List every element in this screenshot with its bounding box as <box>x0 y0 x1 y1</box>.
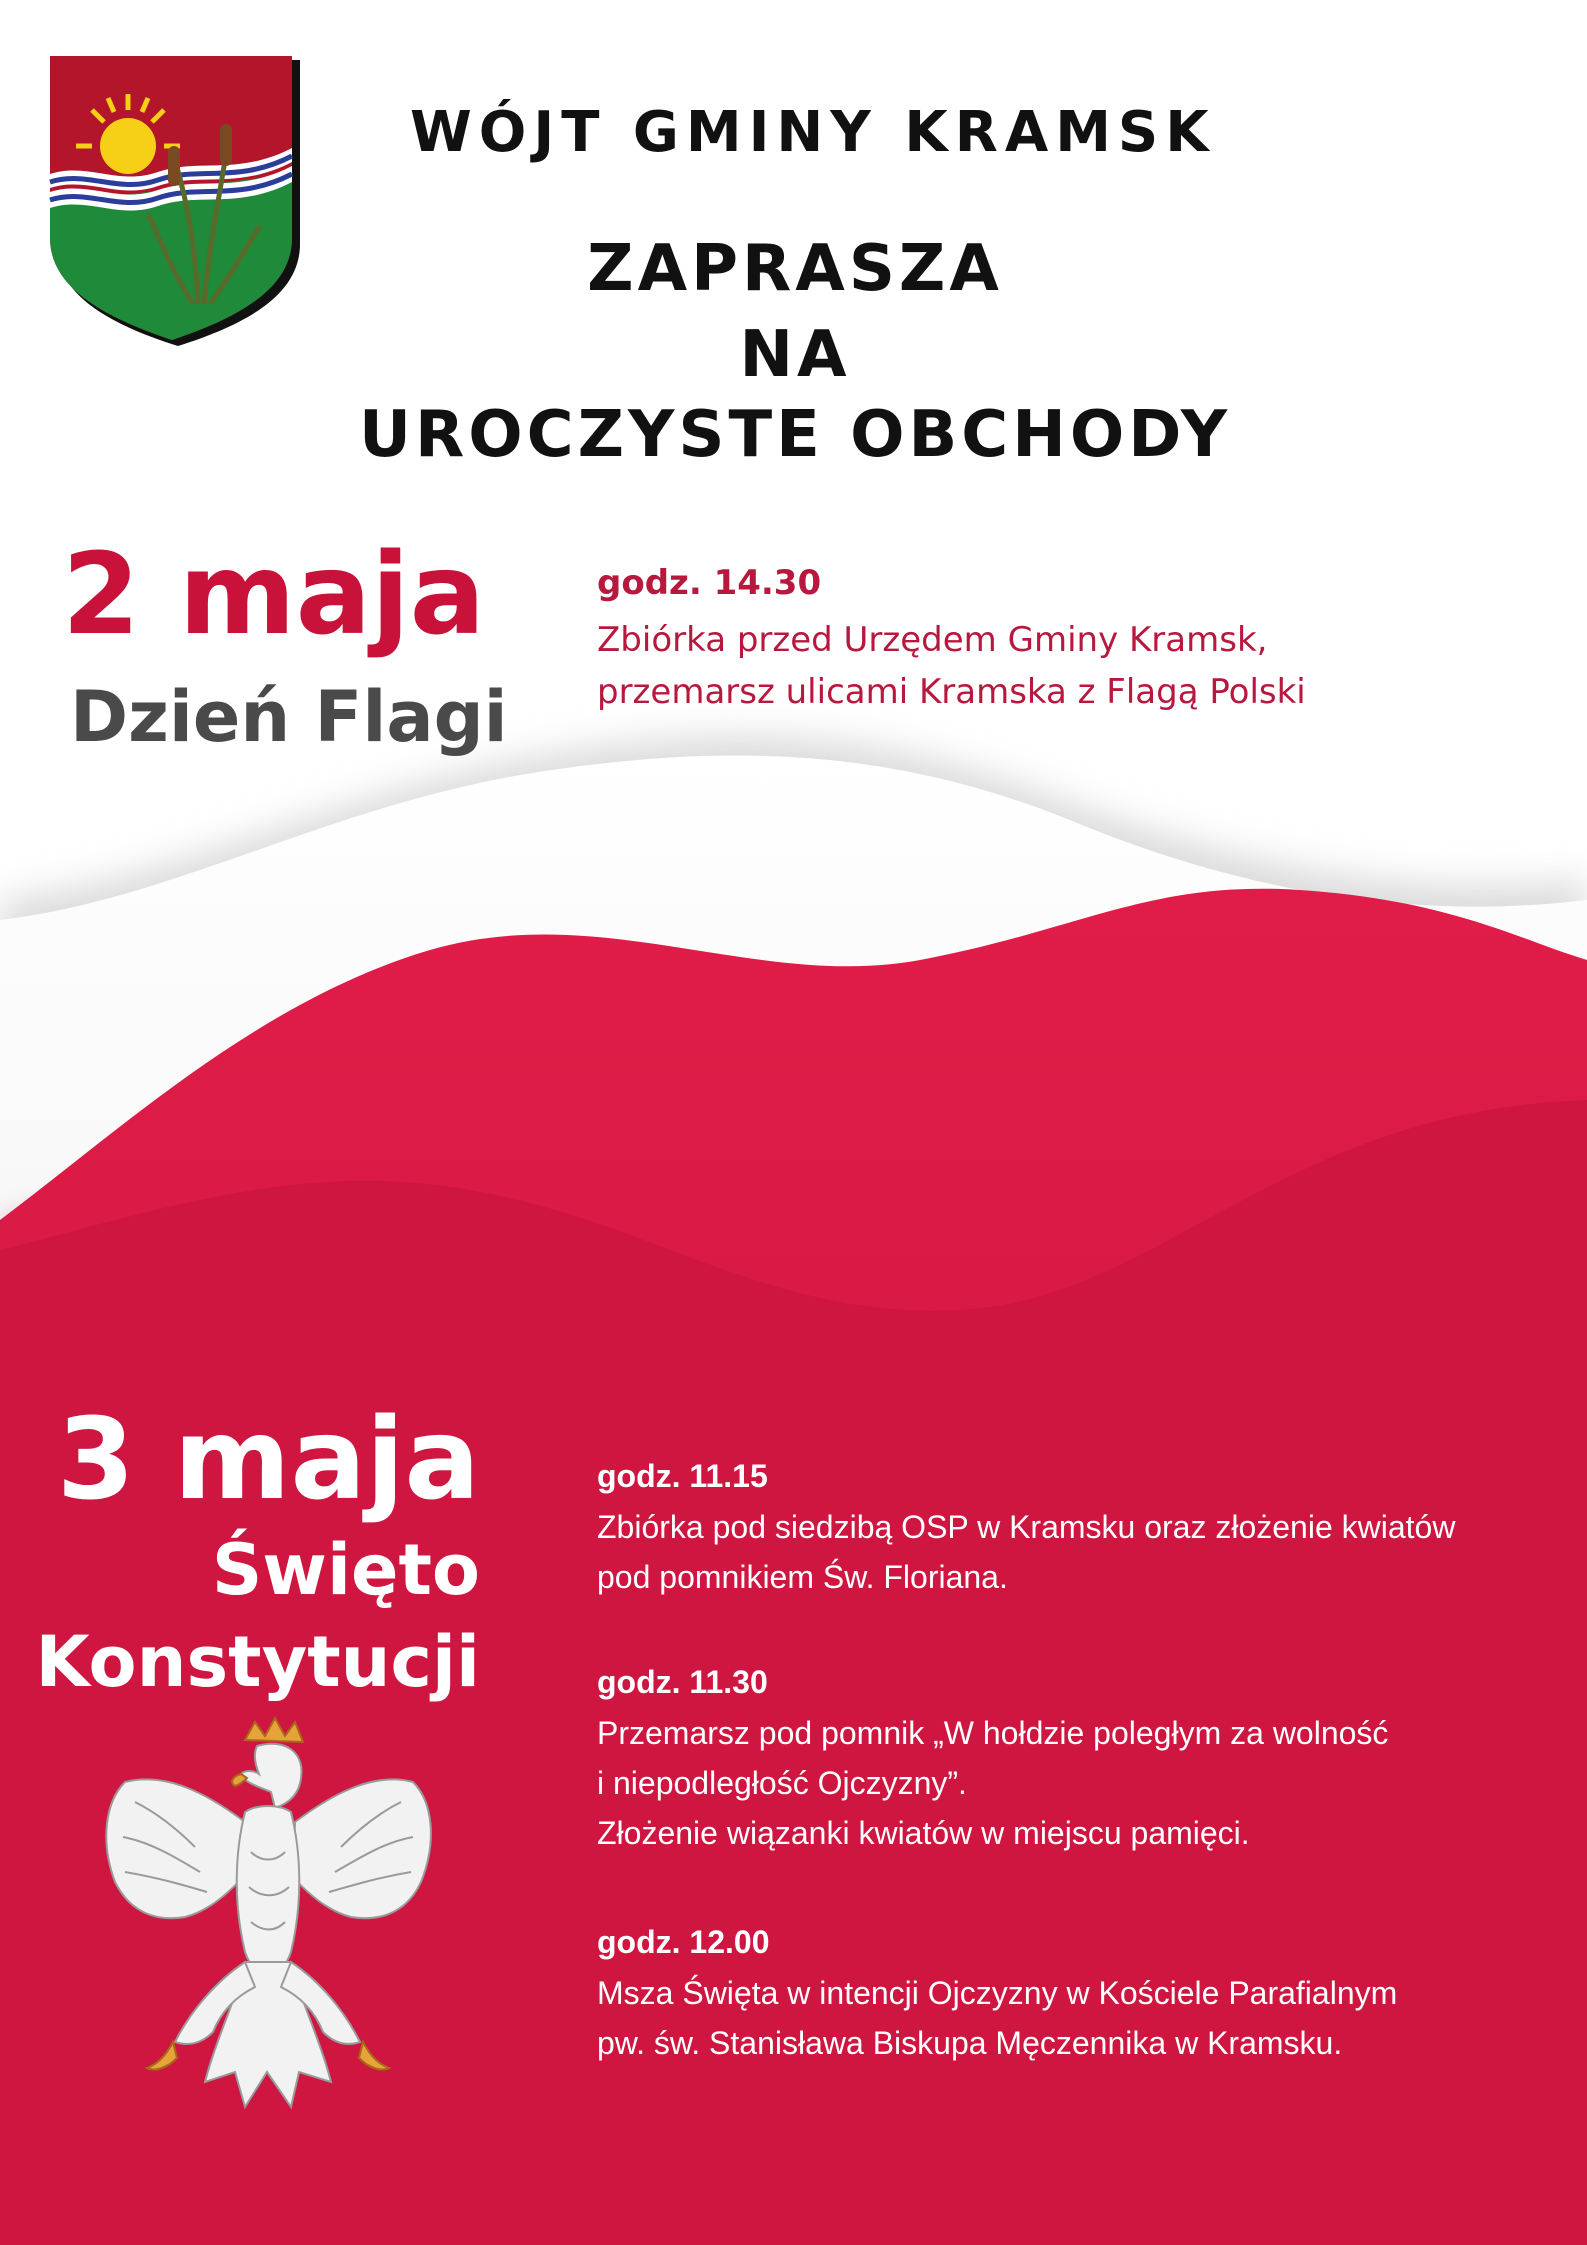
event-description-line: pw. św. Stanisława Biskupa Męczennika w Kramsku. <box>597 2025 1343 2061</box>
day2-name <box>36 1524 480 1708</box>
day2-name-line: Konstytucji <box>35 1621 480 1703</box>
polish-white-eagle-icon <box>95 1712 440 2122</box>
event-3-time: godz. 12.00 <box>597 1924 770 1960</box>
day2-name-line: Święto <box>211 1529 480 1611</box>
event-description-line: Msza Święta w intencji Ojczyzny w Kościele Parafialnym <box>597 1975 1398 2011</box>
day2-date: 3 maja <box>56 1395 480 1525</box>
day1-date: 2 maja <box>62 530 486 660</box>
day1-description-line: przemarsz ulicami Kramska z Flagą Polski <box>597 672 1306 712</box>
event-2-description <box>597 1708 1388 1858</box>
event-description-line: Złożenie wiązanki kwiatów w miejscu pamięci. <box>597 1815 1250 1851</box>
event-description-line: Przemarsz pod pomnik „W hołdzie poległym za wolność <box>597 1715 1389 1751</box>
day1-name: Dzień Flagi <box>70 676 508 758</box>
header-title: WÓJT GMINY KRAMSK <box>410 100 1216 165</box>
event-3-description <box>597 1968 1397 2068</box>
event-1-description <box>597 1502 1455 1602</box>
kramsk-coat-of-arms-icon <box>48 54 303 349</box>
event-description-line: pod pomnikiem Św. Floriana. <box>597 1559 1008 1595</box>
event-description-line: Zbiórka pod siedzibą OSP w Kramsku oraz złożenie kwiatów <box>597 1509 1456 1545</box>
day1-description <box>597 614 1306 718</box>
event-2-time: godz. 11.30 <box>597 1664 768 1700</box>
invite-line-2: NA <box>739 318 851 392</box>
day1-time: godz. 14.30 <box>597 563 822 603</box>
event-1-time: godz. 11.15 <box>597 1458 768 1494</box>
event-description-line: i niepodległość Ojczyzny”. <box>597 1765 967 1801</box>
invite-line-1: ZAPRASZA <box>587 232 1003 306</box>
day1-description-line: Zbiórka przed Urzędem Gminy Kramsk, <box>597 620 1268 660</box>
invite-line-3: UROCZYSTE OBCHODY <box>358 398 1232 472</box>
